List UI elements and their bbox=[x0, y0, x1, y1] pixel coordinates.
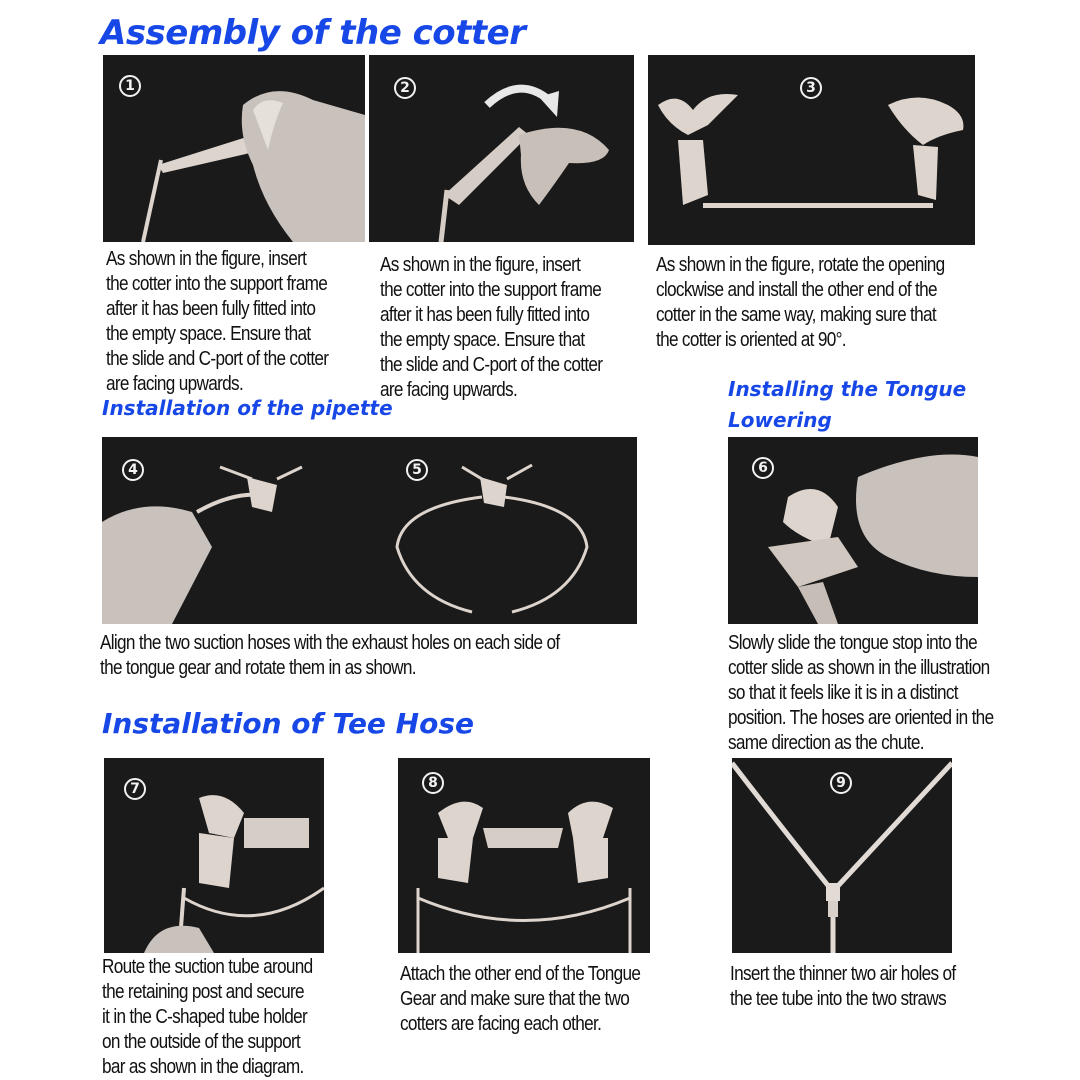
step-badge: 5 bbox=[406, 459, 428, 481]
suction-hoses-illustration bbox=[102, 437, 637, 624]
step-9-caption: Insert the thinner two air holes of the tee tube into the two straws bbox=[730, 963, 956, 1010]
step-badge: 6 bbox=[752, 457, 774, 479]
step-badge: 8 bbox=[422, 772, 444, 794]
hand-inserting-cotter-illustration bbox=[103, 55, 365, 242]
step-1-caption: As shown in the figure, insert the cotter into the support frame after it has been fully fitted into the empty space. Ensure that the slide and C-port of the cotter are facing upwards. bbox=[106, 248, 329, 395]
step-7-photo bbox=[104, 758, 324, 953]
step-6-photo bbox=[728, 437, 978, 624]
step-7-caption: Route the suction tube around the retaining post and secure it in the C-shaped tube holder on the outside of the support bar as shown in the diagram. bbox=[102, 956, 313, 1078]
step-6-caption: Slowly slide the tongue stop into the cotter slide as shown in the illustration so that it feels like it is in a distinct position. The hoses are oriented in the same direction as the chute. bbox=[728, 632, 994, 754]
heading-tongue: Installing the Tongue Lowering bbox=[728, 377, 967, 432]
step-badge: 2 bbox=[394, 77, 416, 99]
step-8-caption: Attach the other end of the Tongue Gear and make sure that the two cotters are facing each other. bbox=[400, 963, 641, 1035]
heading-pipette: Installation of the pipette bbox=[102, 396, 393, 420]
step-3-photo bbox=[648, 55, 975, 245]
step-3-caption: As shown in the figure, rotate the opening clockwise and install the other end of the cotter in the same way, making sure that the cotter is oriented at 90°. bbox=[656, 254, 945, 351]
heading-tee: Installation of Tee Hose bbox=[102, 707, 474, 740]
step-badge: 3 bbox=[800, 77, 822, 99]
step-8-photo bbox=[398, 758, 650, 953]
step-badge: 4 bbox=[122, 459, 144, 481]
heading-assembly: Assembly of the cotter bbox=[100, 13, 526, 53]
step-4-5-photo bbox=[102, 437, 637, 624]
step-1-photo bbox=[103, 55, 365, 242]
step-badge: 9 bbox=[830, 772, 852, 794]
step-9-photo bbox=[732, 758, 952, 953]
step-2-caption: As shown in the figure, insert the cotter into the support frame after it has been fully fitted into the empty space. Ensure that the slide and C-port of the cotter are facing upwards. bbox=[380, 254, 603, 401]
step-4-caption: Align the two suction hoses with the exhaust holes on each side of the tongue gear and rotate them in as shown. bbox=[100, 632, 560, 679]
step-badge: 1 bbox=[119, 75, 141, 97]
step-2-photo bbox=[369, 55, 634, 242]
step-badge: 7 bbox=[124, 778, 146, 800]
